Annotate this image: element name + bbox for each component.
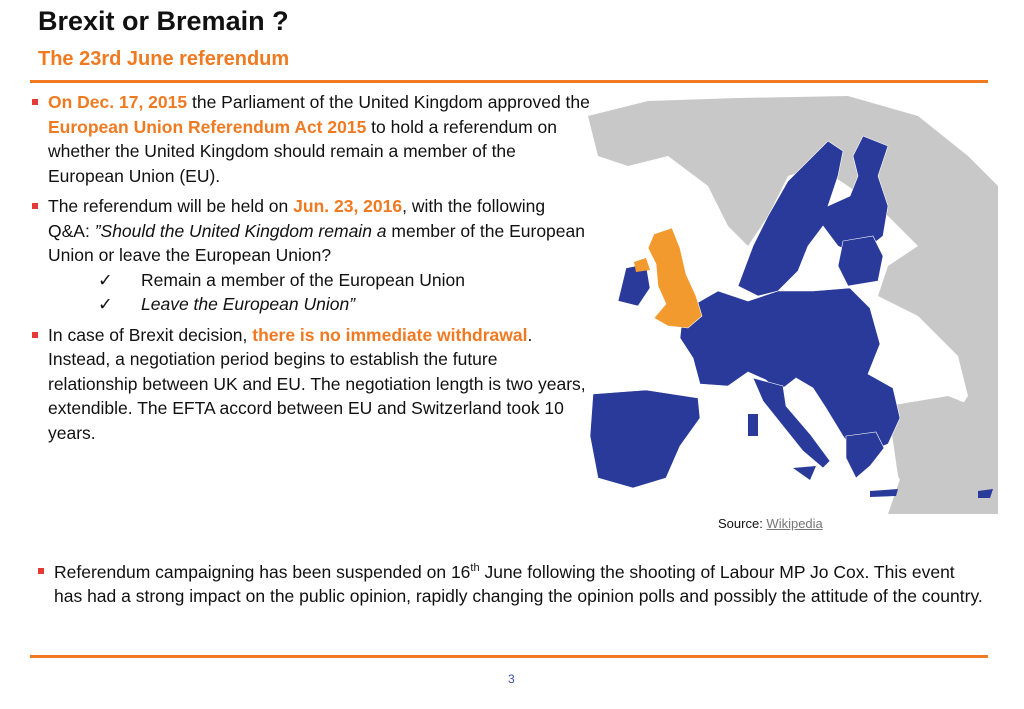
page-title: Brexit or Bremain ? [38,6,289,36]
bullet-brexit-decision [30,323,590,446]
bottom-divider [30,655,988,658]
bullet-square-icon [32,203,38,209]
eu-baltics [838,236,883,286]
bullet-text: , with the following Q&A: [48,196,546,241]
bullet-list [30,90,590,451]
withdrawal-highlight: there is no immediate withdrawal [252,324,528,345]
bullet-square-icon [38,568,44,574]
bullet-text: In case of Brexit decision, [48,324,253,345]
bullet-text: to hold a referendum on whether the United Kingdom should remain a member of the European Union (EU). [48,116,557,186]
bullet-campaign-suspended [36,560,984,608]
bullet-text: Referendum campaigning has been suspended on 16 [54,562,471,582]
source-credit [718,516,823,531]
bullet-referendum-date [30,194,590,317]
eu-sardinia [748,414,758,436]
act-highlight: European Union Referendum Act 2015 [48,116,367,137]
bullet-square-icon [32,332,38,338]
checkmark-icon: ✓ [98,269,113,290]
bullet-square-icon [32,99,38,105]
eu-map [588,96,998,514]
page-subtitle: The 23rd June referendum [38,48,290,70]
question-text: ”Should the United Kingdom remain a [94,220,387,241]
top-divider [30,80,988,83]
checkmark-icon: ✓ [98,294,113,314]
bullet-text: the Parliament of the United Kingdom approved the [187,92,590,112]
page-number: 3 [508,672,515,686]
uk-highlight [648,228,702,328]
eu-iberia [590,390,700,488]
option-label: Leave the European Union” [141,294,356,314]
option-label: Remain a member of the European Union [141,269,465,290]
bullet-parliament [30,90,590,188]
option-leave [98,292,590,317]
eu-crete [870,489,898,497]
date-highlight: Jun. 23, 2016 [293,196,403,216]
option-remain [98,268,590,293]
source-link[interactable]: Wikipedia [766,516,823,531]
bullet-text: member of the European Union or leave the European Union? [48,220,585,265]
bullet-text: The referendum will be held on [48,196,294,216]
uk-northern-ireland [634,258,650,272]
eu-greece [846,432,884,478]
date-highlight: On Dec. 17, 2015 [48,92,188,112]
bullet-text: June following the shooting of Labour MP Jo Cox. This event has had a strong impact on the public opinion, rapidly changing the opinion polls and possibly the attitude of the country. [54,562,983,606]
ordinal-suffix: th [470,562,480,575]
source-label: Source: [718,516,767,531]
eu-sicily [793,466,816,480]
bullet-text: . Instead, a negotiation period begins to establish the future relationship between UK and EU. The negotiation length is two years, extendible. The EFTA accord between EU and Switzerland took 10 years. [48,324,586,443]
